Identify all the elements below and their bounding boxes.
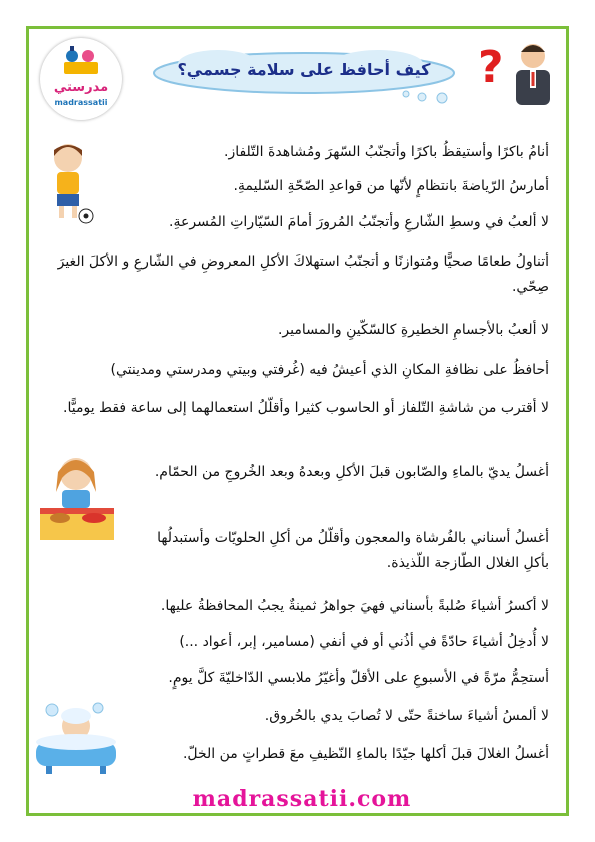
thought-bubbles-icon	[400, 88, 460, 108]
rule-2: أمارسُ الرّياضةَ بانتظامٍ لأنّها من قواعدِ الصّحّةِ السّليمةِ.	[233, 178, 549, 194]
rule-14: أغسلُ الغلالَ قبلَ أكلها جيّدًا بالماءِ النّظيفِ معَ قطراتٍ من الخلّ.	[182, 746, 549, 762]
rule-5: لا ألعبُ بالأجسامِ الخطيرةِ كالسّكّينِ والمسامير.	[277, 322, 549, 338]
svg-text:?: ?	[478, 42, 504, 93]
school-logo-icon	[40, 38, 122, 120]
rule-1: أنامُ باكرًا وأستيقظُ باكرًا وأتجنّبُ السّهرَ ومُشاهدةَ التّلفاز.	[224, 144, 549, 160]
thinking-man-icon	[476, 30, 556, 105]
rule-7: لا أقترب من شاشةِ التّلفاز أو الحاسوب كثيرا وأقلّلُ استعمالهما إلى ساعة فقط يوميًّا.	[63, 400, 549, 416]
rule-13: لا ألمسُ أشياءَ ساخنةً حتّى لا تُصابَ يدي بالحُروق.	[264, 708, 549, 724]
rule-11: لا أُدخِلُ أشياءَ حادّةً في أذُني أو في أنفي (مسامير، إبر، أعواد ...)	[179, 634, 549, 650]
child-bath-icon	[34, 700, 119, 780]
logo-figures-icon	[40, 38, 122, 80]
rule-10: لا أكسرُ أشياءَ صُلبةً بأسناني فهيَ جواهرُ ثمينةٌ يجبُ المحافظةُ عليها.	[160, 598, 549, 614]
rule-6: أحافظُ على نظافةِ المكانِ الذي أعيشُ فيه (غُرفتي وبيتي ومدرستي ومدينتي)	[110, 362, 549, 378]
page-title: كيف أحافظ على سلامة جسمي؟	[177, 60, 431, 79]
rule-12: أستحِمُّ مرّةً في الأسبوعِ على الأقلّ وأغيّرُ ملابسي الدّاخليّةَ كلَّ يومٍ.	[168, 670, 549, 686]
site-watermark: madrassatii.com	[192, 786, 412, 812]
rule-4: أتناولُ طعامًا صحيًّا ومُتوازنًا و أتجنّبُ استهلاكَ الأكلِ المعروضِ في الشّارعِ و الأكلَ الغيرَ صِحّي.	[57, 254, 549, 295]
logo-subtitle: madrassatii	[54, 98, 108, 107]
rule-3: لا ألعبُ في وسطِ الشّارعِ وأتجنّبُ المُرورَ أمامَ السّيّاراتِ المُسرعةِ.	[169, 214, 549, 230]
rule-9: أغسلُ أسناني بالفُرشاة والمعجون وأقلّلُ من أكلِ الحلويّات وأستبدلُها بأكلِ الغلال الطّازجة اللّذيذة.	[157, 530, 549, 571]
rule-8: أغسلُ يديّ بالماءِ والصّابون قبلَ الأكلِ وبعدهُ وبعد الخُروجِ من الحمّام.	[154, 464, 549, 480]
girl-eating-icon	[36, 452, 118, 542]
logo-word: مدرستي	[53, 80, 109, 95]
